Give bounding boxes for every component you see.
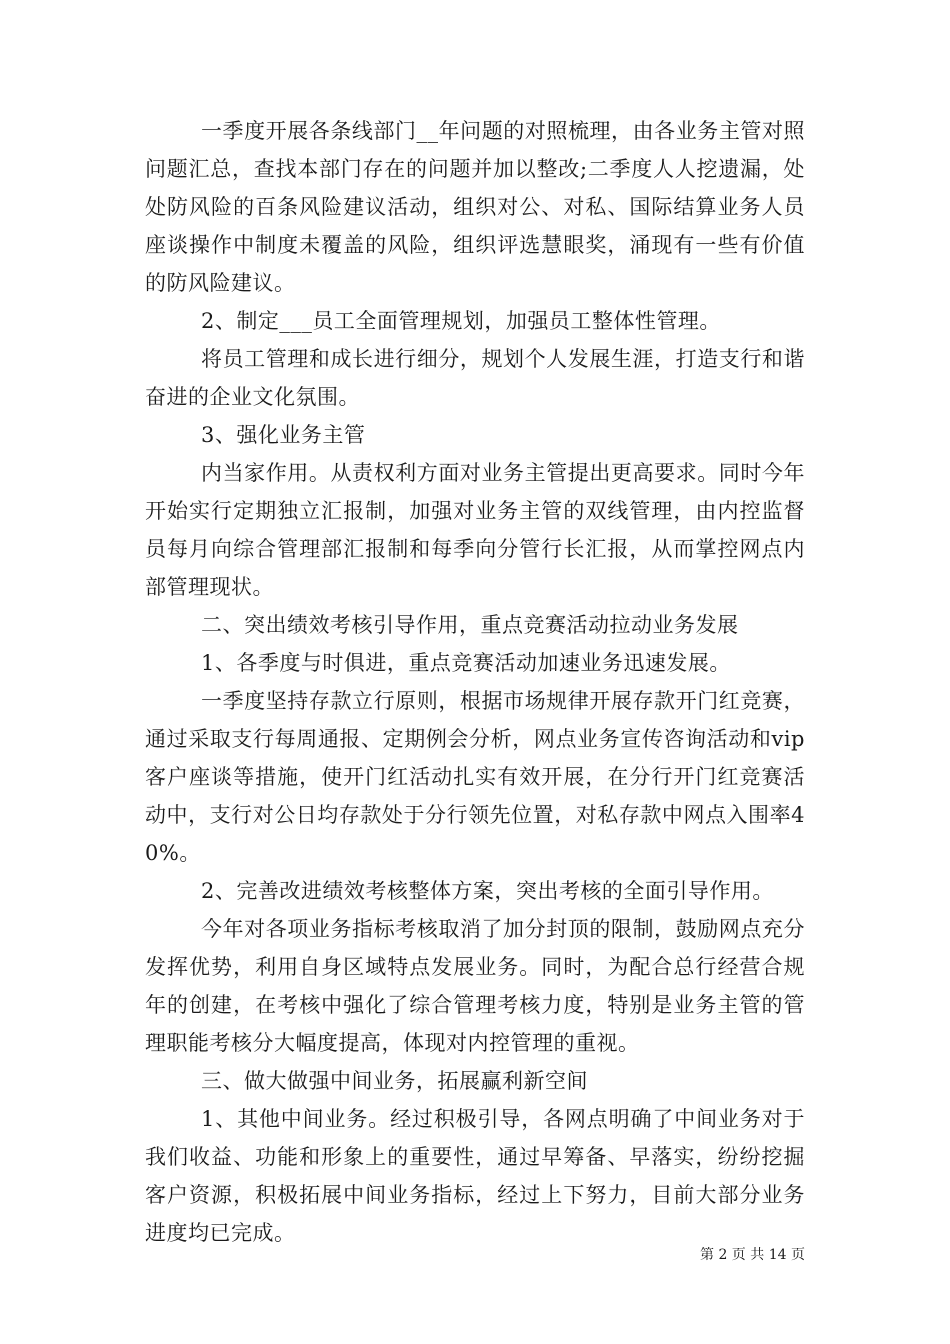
- page-number: 第 2 页 共 14 页: [700, 1247, 805, 1263]
- paragraph-deposits: 一季度坚持存款立行原则，根据市场规律开展存款开门红竞赛，通过采取支行每周通报、定期例会分析，网点业务宣传咨询活动和vip客户座谈等措施，使开门红活动扎实有效开展，在分行开门红竞赛活动中，支行对公日均存款处于分行领先位置，对私存款中网点入围率40%。: [145, 689, 805, 865]
- paragraph-assessment-heading: 2、完善改进绩效考核整体方案，突出考核的全面引导作用。: [201, 879, 774, 903]
- paragraph-supervisor: 内当家作用。从责权利方面对业务主管提出更高要求。同时今年开始实行定期独立汇报制，加强对业务主管的双线管理，由内控监督员每月向综合管理部汇报制和每季向分管行长汇报，从而掌控网点内部管理现状。: [145, 461, 805, 599]
- paragraph-staff-plan-heading: 2、制定___员工全面管理规划，加强员工整体性管理。: [201, 309, 721, 333]
- section-heading-performance: 二、突出绩效考核引导作用，重点竞赛活动拉动业务发展: [201, 613, 739, 637]
- section-heading-intermediate: 三、做大做强中间业务，拓展赢利新空间: [201, 1069, 588, 1093]
- paragraph-competition-heading: 1、各季度与时俱进，重点竞赛活动加速业务迅速发展。: [201, 651, 731, 675]
- paragraph-supervisor-heading: 3、强化业务主管: [201, 423, 366, 447]
- paragraph-staff-plan: 将员工管理和成长进行细分，规划个人发展生涯，打造支行和谐奋进的企业文化氛围。: [145, 347, 805, 409]
- document-body: [145, 112, 805, 1252]
- paragraph-assessment: 今年对各项业务指标考核取消了加分封顶的限制，鼓励网点充分发挥优势，利用自身区域特点发展业务。同时，为配合总行经营合规年的创建，在考核中强化了综合管理考核力度，特别是业务主管的管理职能考核分大幅度提高，体现对内控管理的重视。: [145, 917, 805, 1055]
- paragraph-intermediate-business: 1、其他中间业务。经过积极引导，各网点明确了中间业务对于我们收益、功能和形象上的重要性，通过早筹备、早落实，纷纷挖掘客户资源，积极拓展中间业务指标，经过上下努力，目前大部分业务进度均已完成。: [145, 1107, 805, 1245]
- paragraph-q1-review: 一季度开展各条线部门__年问题的对照梳理，由各业务主管对照问题汇总，查找本部门存在的问题并加以整改;二季度人人挖遗漏，处处防风险的百条风险建议活动，组织对公、对私、国际结算业务人员座谈操作中制度未覆盖的风险，组织评选慧眼奖，涌现有一些有价值的防风险建议。: [145, 119, 805, 295]
